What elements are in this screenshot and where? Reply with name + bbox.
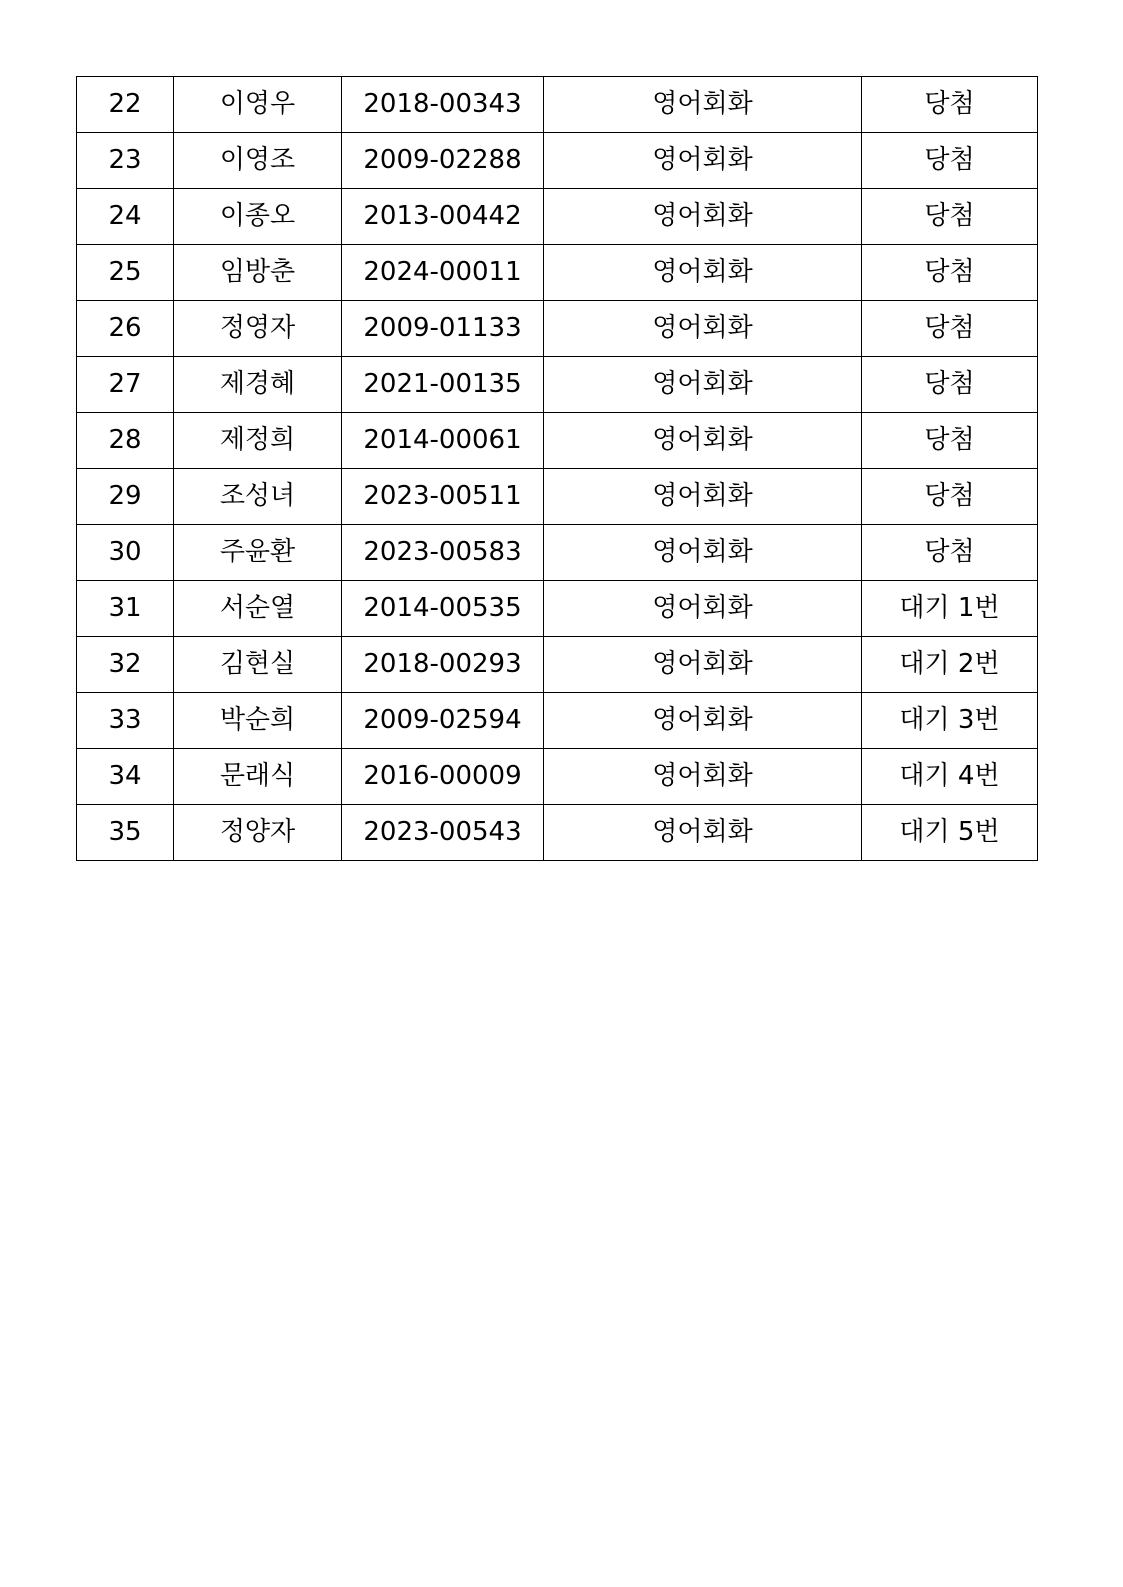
table-row [77,189,1038,245]
table-row [77,413,1038,469]
draw-result: 대기 3번 [862,693,1038,749]
draw-result: 대기 1번 [862,581,1038,637]
course-name: 영어회화 [544,525,862,581]
member-name: 정영자 [174,301,342,357]
row-number: 30 [77,525,174,581]
course-name: 영어회화 [544,357,862,413]
member-id: 2014-00061 [342,413,544,469]
member-id: 2021-00135 [342,357,544,413]
draw-result: 당첨 [862,357,1038,413]
member-id: 2018-00343 [342,77,544,133]
draw-result: 대기 4번 [862,749,1038,805]
member-id: 2016-00009 [342,749,544,805]
table-row [77,301,1038,357]
member-name: 이영우 [174,77,342,133]
course-name: 영어회화 [544,245,862,301]
member-name: 주윤환 [174,525,342,581]
draw-result: 당첨 [862,245,1038,301]
member-name: 이영조 [174,133,342,189]
course-name: 영어회화 [544,413,862,469]
course-name: 영어회화 [544,637,862,693]
table-row [77,357,1038,413]
table-row [77,637,1038,693]
row-number: 35 [77,805,174,861]
draw-result: 당첨 [862,469,1038,525]
row-number: 33 [77,693,174,749]
table-row [77,245,1038,301]
row-number: 31 [77,581,174,637]
member-id: 2023-00511 [342,469,544,525]
table-row [77,133,1038,189]
member-id: 2009-02594 [342,693,544,749]
member-id: 2023-00583 [342,525,544,581]
member-id: 2014-00535 [342,581,544,637]
draw-result: 당첨 [862,133,1038,189]
draw-result: 당첨 [862,77,1038,133]
row-number: 28 [77,413,174,469]
member-id: 2018-00293 [342,637,544,693]
member-name: 정양자 [174,805,342,861]
member-id: 2009-02288 [342,133,544,189]
member-name: 문래식 [174,749,342,805]
row-number: 29 [77,469,174,525]
row-number: 34 [77,749,174,805]
course-name: 영어회화 [544,805,862,861]
course-name: 영어회화 [544,133,862,189]
course-name: 영어회화 [544,749,862,805]
member-name: 제정희 [174,413,342,469]
course-name: 영어회화 [544,77,862,133]
table-row [77,581,1038,637]
member-name: 이종오 [174,189,342,245]
member-name: 조성녀 [174,469,342,525]
result-table-body [77,77,1038,861]
course-name: 영어회화 [544,301,862,357]
member-name: 임방춘 [174,245,342,301]
draw-result: 대기 2번 [862,637,1038,693]
draw-result: 당첨 [862,301,1038,357]
draw-result: 당첨 [862,189,1038,245]
course-name: 영어회화 [544,189,862,245]
table-row [77,749,1038,805]
member-name: 제경혜 [174,357,342,413]
member-id: 2013-00442 [342,189,544,245]
table-row [77,693,1038,749]
row-number: 27 [77,357,174,413]
member-id: 2024-00011 [342,245,544,301]
row-number: 24 [77,189,174,245]
table-row [77,469,1038,525]
draw-result: 당첨 [862,525,1038,581]
member-id: 2023-00543 [342,805,544,861]
row-number: 32 [77,637,174,693]
course-name: 영어회화 [544,469,862,525]
course-name: 영어회화 [544,581,862,637]
table-row [77,805,1038,861]
table-row [77,525,1038,581]
table-row [77,77,1038,133]
member-name: 박순희 [174,693,342,749]
member-name: 서순열 [174,581,342,637]
row-number: 23 [77,133,174,189]
row-number: 26 [77,301,174,357]
draw-result: 당첨 [862,413,1038,469]
member-id: 2009-01133 [342,301,544,357]
course-name: 영어회화 [544,693,862,749]
row-number: 22 [77,77,174,133]
row-number: 25 [77,245,174,301]
draw-result: 대기 5번 [862,805,1038,861]
member-name: 김현실 [174,637,342,693]
result-table [76,76,1038,861]
